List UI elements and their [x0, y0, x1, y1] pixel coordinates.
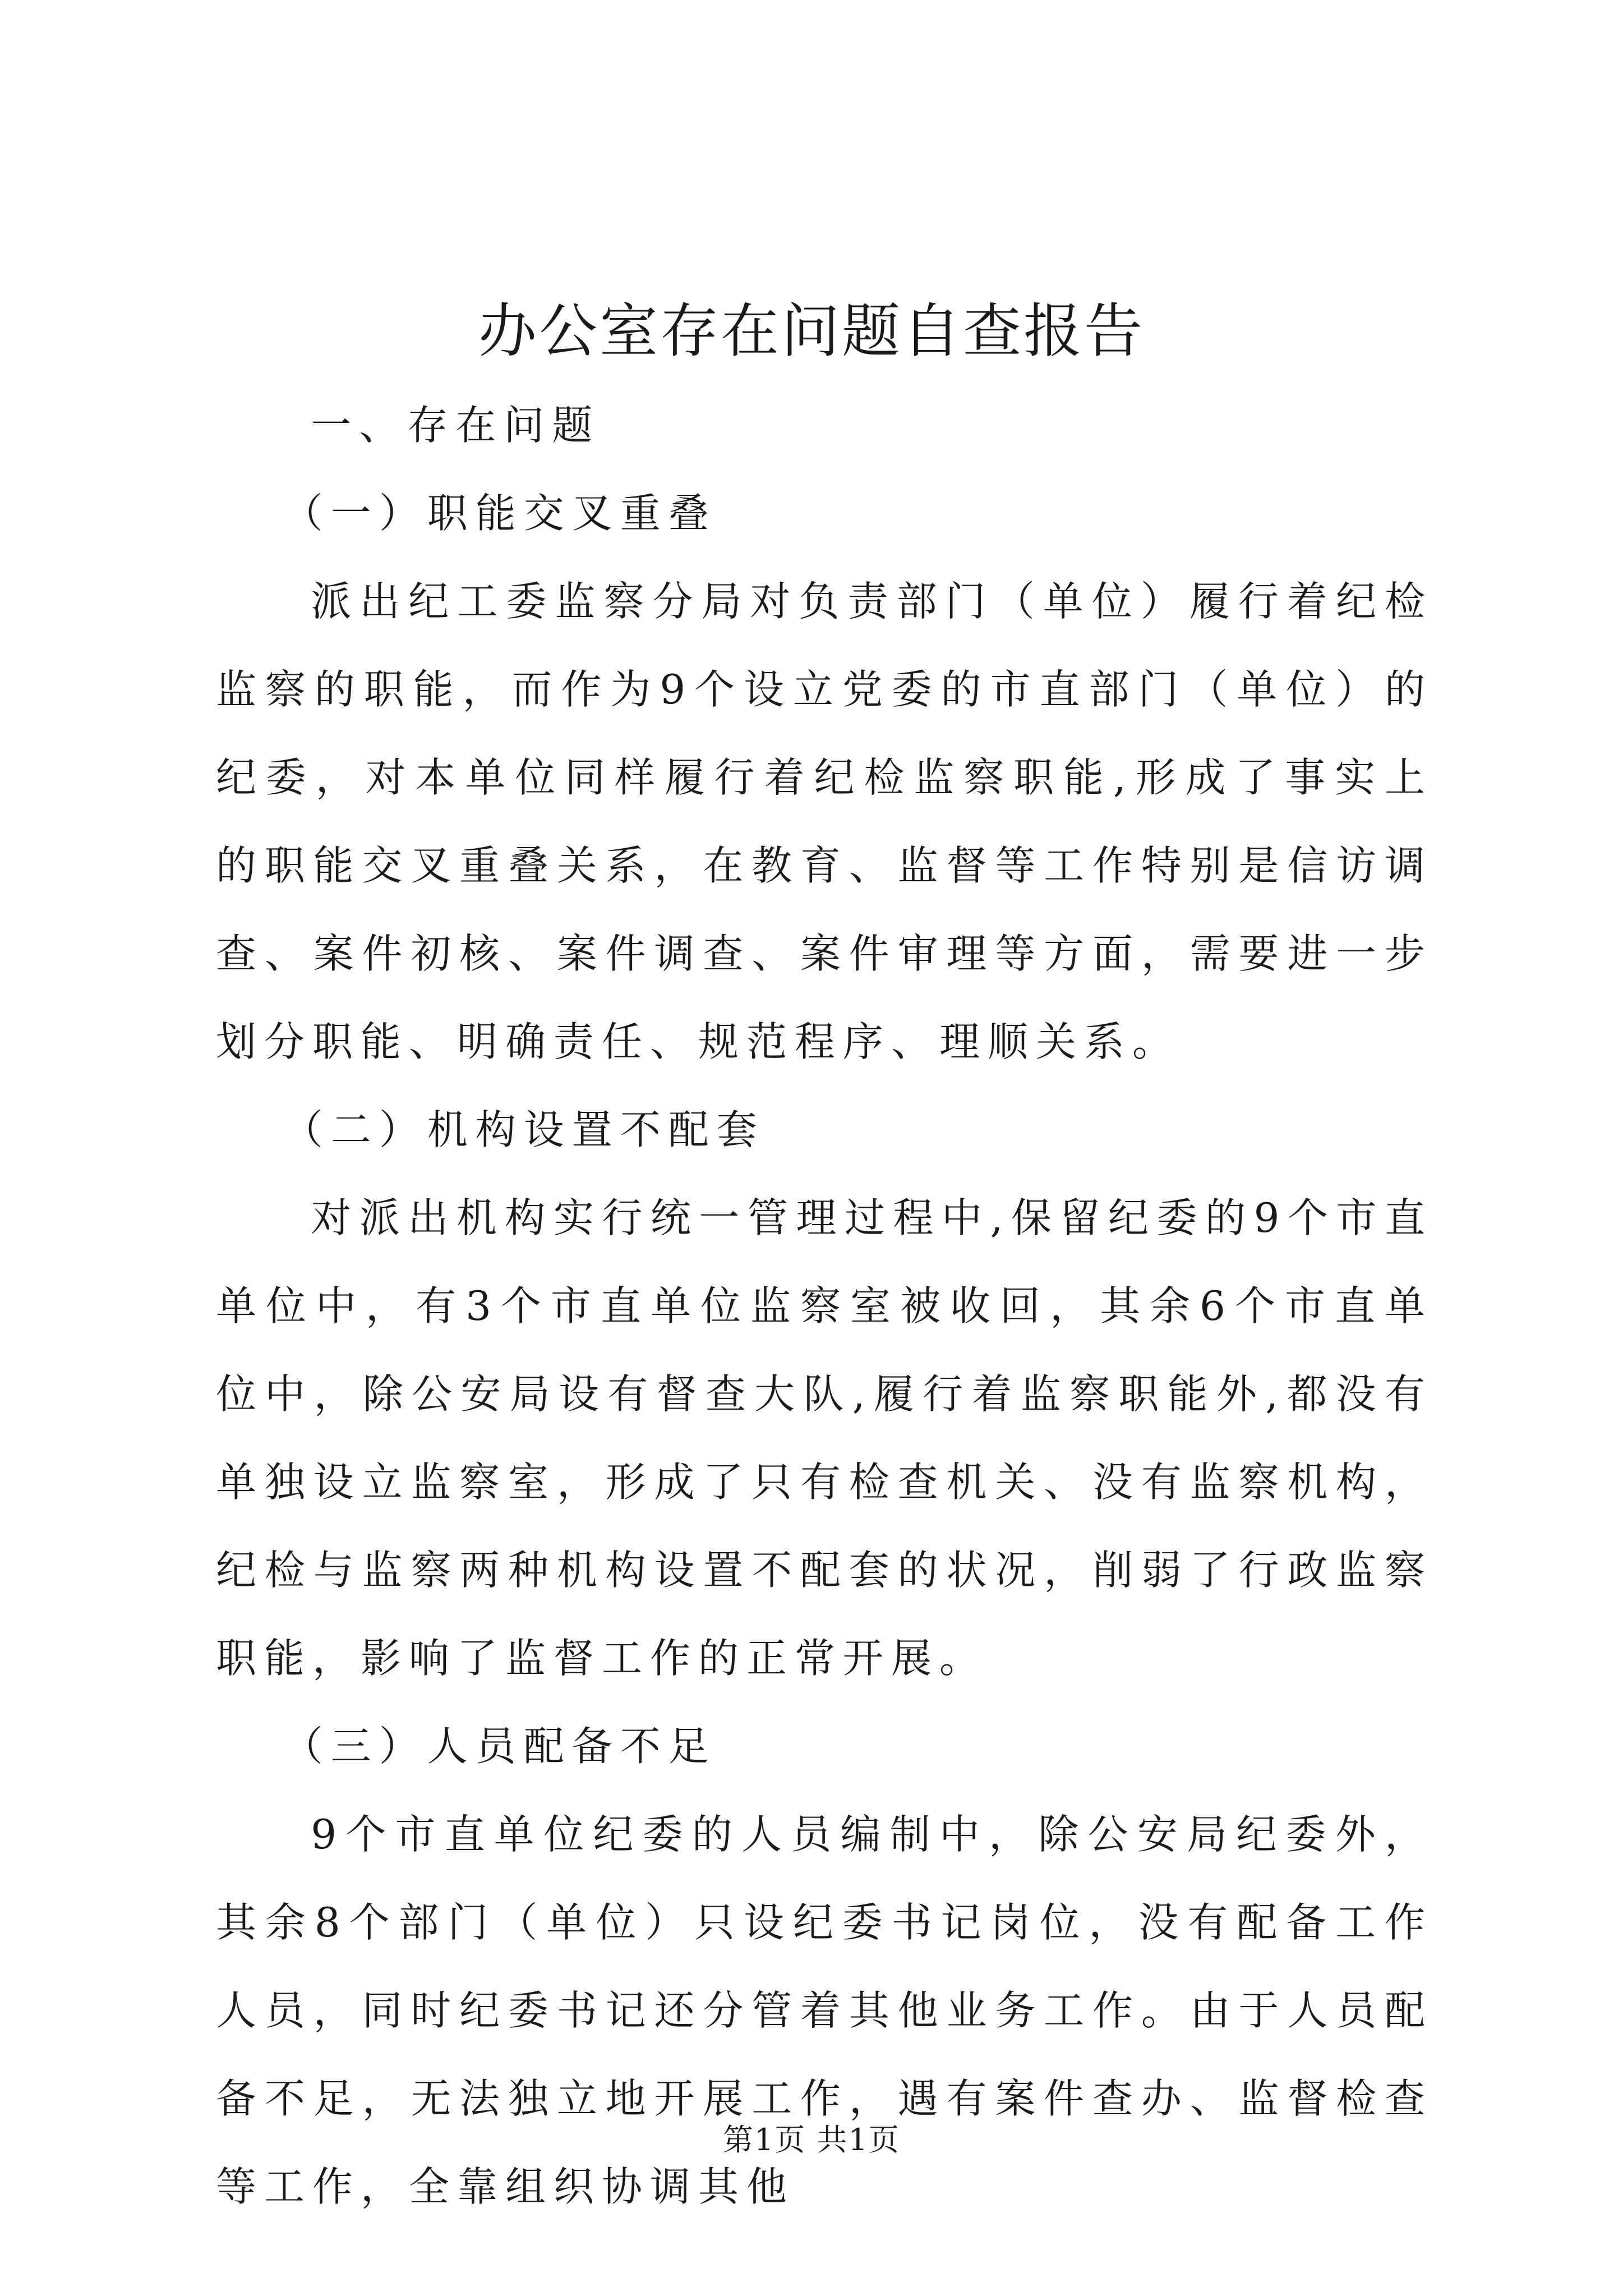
- document-title: 办公室存在问题自查报告: [478, 297, 1145, 365]
- document-body: [216, 381, 1433, 2231]
- subheading-structure: （二）机构设置不配套: [282, 1106, 765, 1153]
- subheading-overlap: （一）职能交叉重叠: [282, 490, 717, 537]
- subheading-staffing: （三）人员配备不足: [282, 1723, 717, 1770]
- paragraph-structure: 对派出机构实行统一管理过程中,保留纪委的9个市直单位中，有3个市直单位监察室被收回，其余6个市直单位中，除公安局设有督查大队,履行着监察职能外,都没有单独设立监察室，形成了只有检查机关、没有监察机构，纪检与监察两种机构设置不配套的状况，削弱了行政监察职能，影响了监督工作的正常开展。: [216, 1194, 1433, 1682]
- paragraph-staffing: 9个市直单位纪委的人员编制中，除公安局纪委外，其余8个部门（单位）只设纪委书记岗位，没有配备工作人员，同时纪委书记还分管着其他业务工作。由于人员配备不足，无法独立地开展工作，遇有案件查办、监督检查等工作，全靠组织协调其他: [216, 1811, 1433, 2210]
- paragraph-overlap: 派出纪工委监察分局对负责部门（单位）履行着纪检监察的职能，而作为9个设立党委的市直部门（单位）的纪委，对本单位同样履行着纪检监察职能,形成了事实上的职能交叉重叠关系，在教育、监督等工作特别是信访调查、案件初核、案件调查、案件审理等方面，需要进一步划分职能、明确责任、规范程序、理顺关系。: [216, 578, 1433, 1065]
- section-heading-problems: 一、存在问题: [311, 402, 601, 449]
- page-footer: 第1页 共1页: [723, 2122, 900, 2157]
